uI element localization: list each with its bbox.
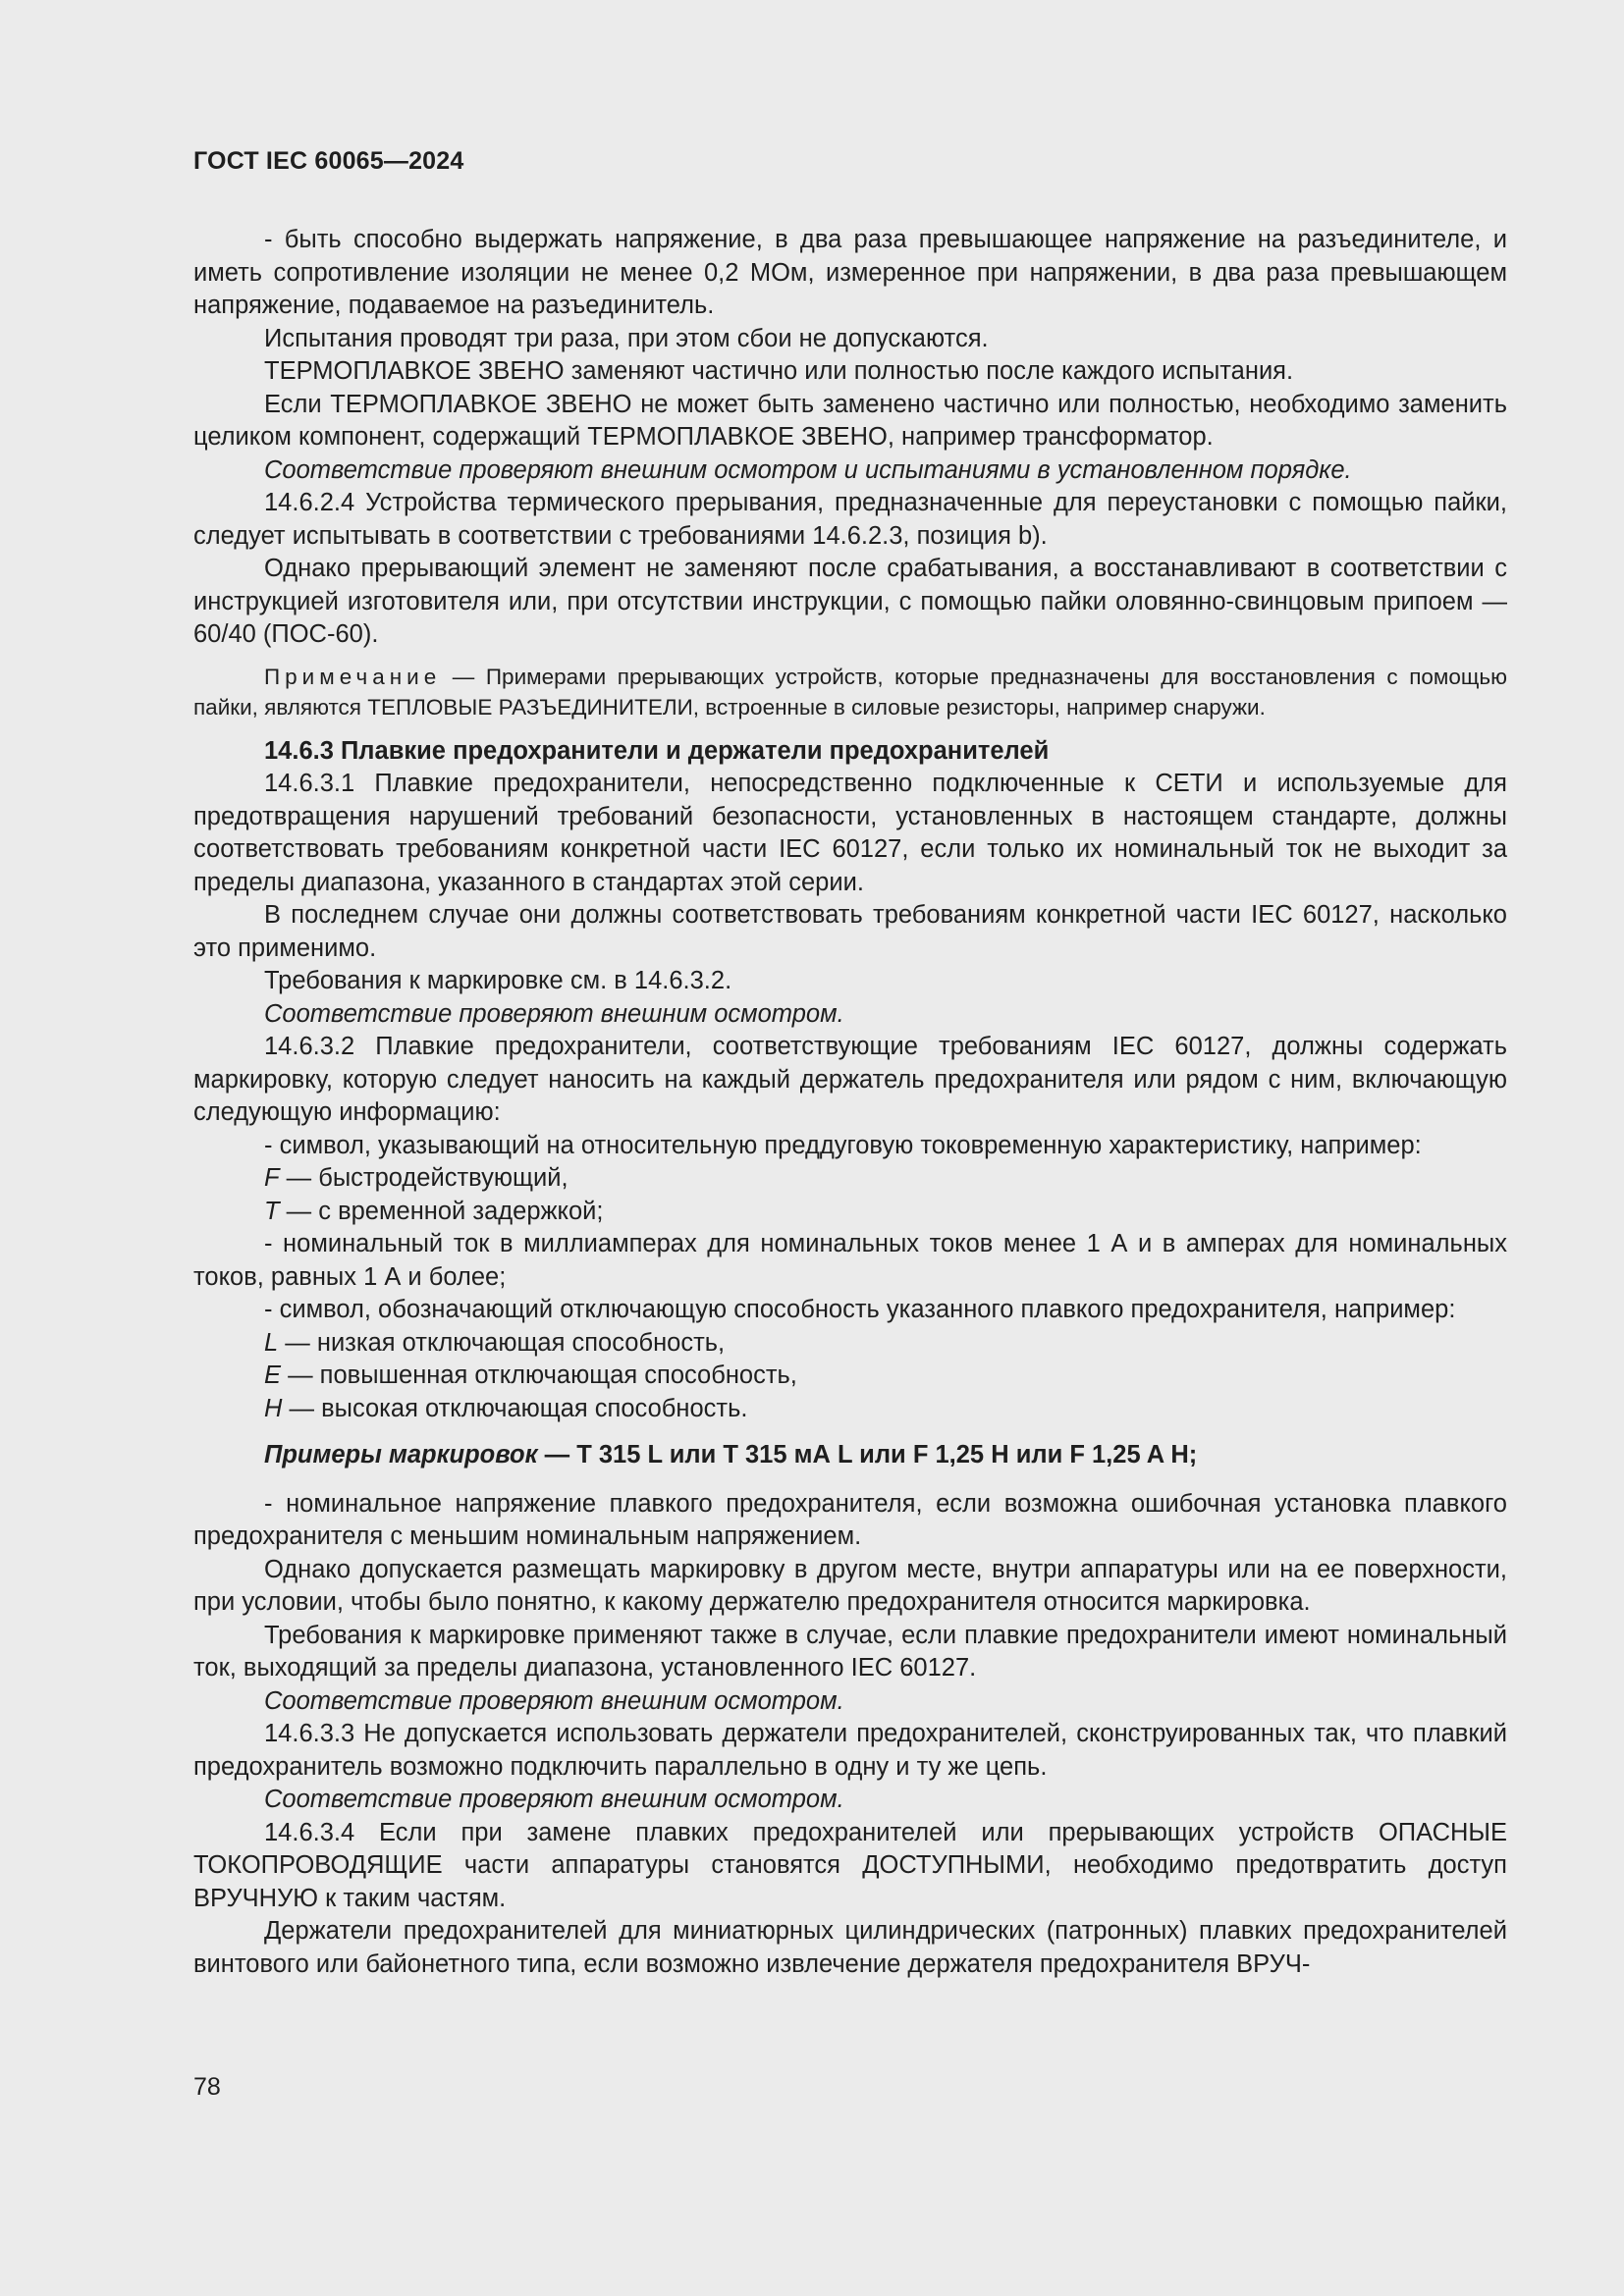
symbol-letter: T xyxy=(264,1197,280,1225)
example xyxy=(193,1439,1507,1472)
symbol-text: — быстродействующий, xyxy=(279,1164,568,1192)
list-item xyxy=(193,1360,1507,1393)
list-item xyxy=(193,1393,1507,1426)
compliance-paragraph: Соответствие проверяют внешним осмотром. xyxy=(264,999,844,1028)
symbol-letter: E xyxy=(264,1362,282,1389)
paragraph: ТЕРМОПЛАВКОЕ ЗВЕНО заменяют частично или полностью после каждого испытания. xyxy=(264,357,1294,385)
paragraph: 14.6.3.1 Плавкие предохранители, непосредственно подключенные к СЕТИ и используемые для предотвращения нарушений требований безопасности, установленных в настоящем стандарте, должны соответствовать требованиям конкретной части IEC 60127, если только их номинальный ток не выходит за пределы диапазона, указанного в стандартах этой серии. xyxy=(193,770,1507,896)
paragraph: - символ, указывающий на относительную преддуговую токовременную характеристику, например: xyxy=(264,1131,1422,1159)
paragraph: 14.6.2.4 Устройства термического прерывания, предназначенные для переустановки с помощью пайки, следует испытывать в соответствии с требованиями 14.6.2.3, позиция b). xyxy=(193,489,1507,550)
paragraph: В последнем случае они должны соответствовать требованиям конкретной части IEC 60127, насколько это применимо. xyxy=(193,901,1507,962)
paragraph: 14.6.3.3 Не допускается использовать держатели предохранителей, сконструированных так, что плавкий предохранитель возможно подключить параллельно в одну и ту же цепь. xyxy=(193,1720,1507,1781)
paragraph: Держатели предохранителей для миниатюрных цилиндрических (патронных) плавких предохранителей винтового или байонетного типа, если возможно извлечение держателя предохранителя ВРУЧ- xyxy=(193,1917,1507,1978)
section-heading: 14.6.3 Плавкие предохранители и держатели предохранителей xyxy=(264,736,1050,765)
compliance-paragraph: Соответствие проверяют внешним осмотром. xyxy=(264,1686,844,1715)
symbol-letter: H xyxy=(264,1394,283,1422)
compliance-paragraph: Соответствие проверяют внешним осмотром и испытаниями в установленном порядке. xyxy=(264,455,1352,484)
note-text: — Примерами прерывающих устройств, которые предназначены для восстановления с помощью пайки, являются ТЕПЛОВЫЕ РАЗЪЕДИНИТЕЛИ, встроенные в силовые резисторы, например снаружи. xyxy=(193,664,1507,720)
document-body xyxy=(193,224,1507,1981)
paragraph: Требования к маркировке применяют также в случае, если плавкие предохранители имеют номинальный ток, выходящий за пределы диапазона, установленного IEC 60127. xyxy=(193,1621,1507,1682)
paragraph: - номинальное напряжение плавкого предохранителя, если возможна ошибочная установка плавкого предохранителя с меньшим номинальным напряжением. xyxy=(193,1489,1507,1550)
symbol-text: — повышенная отключающая способность, xyxy=(281,1362,797,1389)
paragraph: Испытания проводят три раза, при этом сбои не допускаются. xyxy=(264,324,989,352)
paragraph: 14.6.3.4 Если при замене плавких предохранителей или прерывающих устройств ОПАСНЫЕ ТОКОПРОВОДЯЩИЕ части аппаратуры становятся ДОСТУПНЫМИ, необходимо предотвратить доступ ВРУЧНУЮ к таким частям. xyxy=(193,1818,1507,1912)
list-item xyxy=(193,1196,1507,1229)
paragraph: Однако прерывающий элемент не заменяют после срабатывания, а восстанавливают в соответствии с инструкцией изготовителя или, при отсутствии инструкции, с помощью пайки оловянно-свинцовым припоем — 60/40 (ПОС-60). xyxy=(193,555,1507,648)
paragraph: Если ТЕРМОПЛАВКОЕ ЗВЕНО не может быть заменено частично или полностью, необходимо заменить целиком компонент, содержащий ТЕРМОПЛАВКОЕ ЗВЕНО, например трансформатор. xyxy=(193,390,1507,451)
symbol-letter: F xyxy=(264,1164,280,1192)
paragraph: - номинальный ток в миллиамперах для номинальных токов менее 1 А и в амперах для номинальных токов, равных 1 А и более; xyxy=(193,1230,1507,1291)
list-item xyxy=(193,1327,1507,1361)
symbol-text: — высокая отключающая способность. xyxy=(282,1394,748,1422)
list-item xyxy=(193,1162,1507,1196)
example-label: Примеры маркировок xyxy=(264,1441,538,1468)
note xyxy=(193,662,1507,722)
symbol-text: — низкая отключающая способность, xyxy=(278,1328,726,1357)
symbol-text: — с временной задержкой; xyxy=(279,1197,604,1225)
paragraph: - символ, обозначающий отключающую способность указанного плавкого предохранителя, например: xyxy=(264,1296,1456,1323)
compliance-paragraph: Соответствие проверяют внешним осмотром. xyxy=(264,1786,844,1813)
paragraph: Требования к маркировке см. в 14.6.3.2. xyxy=(264,967,732,994)
example-text: — T 315 L или T 315 мА L или F 1,25 H или F 1,25 A H; xyxy=(537,1441,1198,1468)
paragraph: 14.6.3.2 Плавкие предохранители, соответствующие требованиям IEC 60127, должны содержать маркировку, которую следует наносить на каждый держатель предохранителя или рядом с ним, включающую следующую информацию: xyxy=(193,1033,1507,1126)
symbol-letter: L xyxy=(264,1328,279,1357)
page-number: 78 xyxy=(193,2073,221,2101)
paragraph: Однако допускается размещать маркировку в другом месте, внутри аппаратуры или на ее поверхности, при условии, чтобы было понятно, к какому держателю предохранителя относится маркировка. xyxy=(193,1555,1507,1616)
paragraph: - быть способно выдержать напряжение, в два раза превышающее напряжение на разъединителе, и иметь сопротивление изоляции не менее 0,2 МОм, измеренное при напряжении, в два раза превышающем напряжение, подаваемое на разъединитель. xyxy=(193,226,1507,319)
note-label: Примечание xyxy=(264,664,442,689)
document-header: ГОСТ IEC 60065—2024 xyxy=(193,147,464,175)
